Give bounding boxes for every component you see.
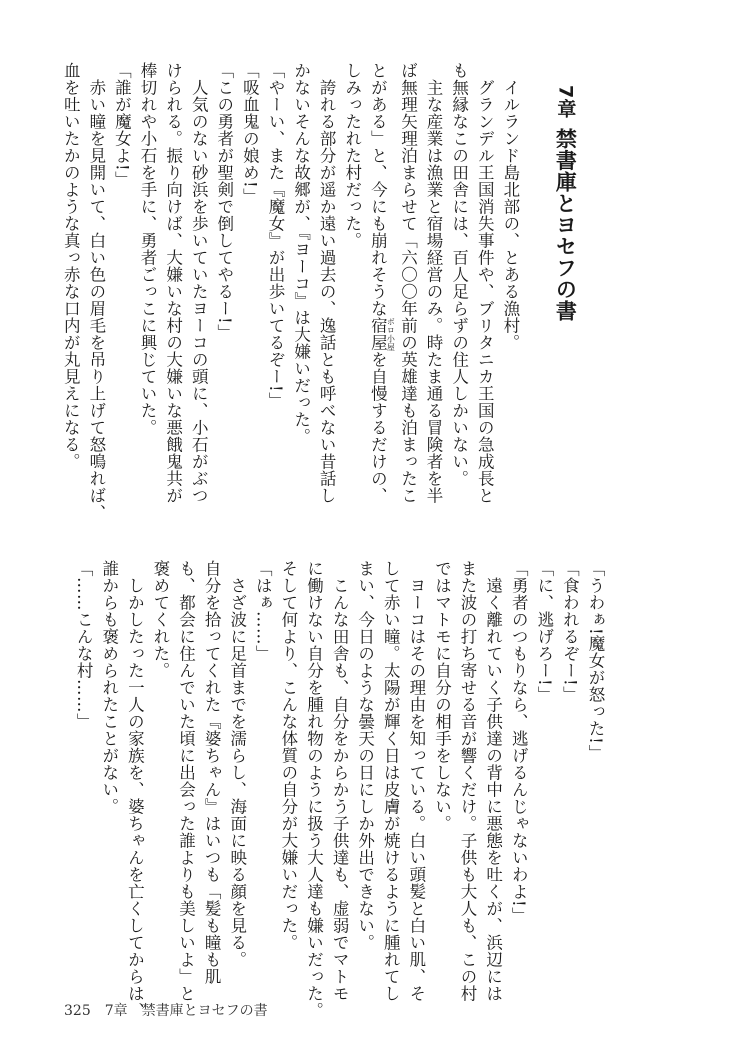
text-line: まい、今日のような曇天の日にしか外出できない。 — [355, 560, 375, 951]
text-line: ヨーコはその理由を知っている。白い頭髪と白い肌、そ — [406, 576, 426, 1002]
text-line: グランデル王国消失事件や、ブリタニカ王国の急成長と — [475, 78, 495, 504]
chapter-number: 7章 — [554, 84, 577, 119]
text-line: 「誰が魔女よ!」 — [112, 62, 132, 189]
text-line: ではマトモに自分の相手をしない。 — [432, 560, 452, 832]
text-line: 遠く離れていく子供達の背中に悪態を吐くが、浜辺には — [483, 576, 503, 1002]
text-line: 「うわぁ!魔女が怒った!」 — [586, 560, 605, 762]
text-line: に働けない自分を腫れ物のように扱う大人達も嫌いだった。 — [304, 560, 324, 1019]
text-line: かないそんな故郷が、『ヨーコ』は大嫌いだった。 — [291, 62, 311, 445]
text-line: 誰からも褒められたことがない。 — [99, 560, 119, 815]
page-footer — [64, 1000, 268, 1020]
running-head: 7章 禁書庫とヨセフの書 — [104, 1003, 268, 1019]
page-number: 325 — [64, 1003, 91, 1019]
chapter-title: 禁書庫とヨセフの書 — [553, 128, 578, 322]
text-line: 誇れる部分が遥か遠い過去の、逸話とも呼べない昔話し — [317, 78, 337, 504]
text-line: 自分を拾ってくれた『婆ちゃん』はいつも「髪も瞳も肌 — [202, 560, 222, 985]
ruby-annotation: 宿屋 ボロ小屋 — [368, 317, 396, 351]
text-line: とがある」と、今にも崩れそうな宿屋 ボロ小屋を自慢するだけの、 — [368, 62, 396, 504]
text-line: して赤い瞳。太陽が輝く日は皮膚が焼けるように腫れてし — [381, 560, 401, 1002]
text-line: こんな田舎も、自分をからかう子供達も、虚弱でマトモ — [330, 576, 350, 1002]
text-line: 「この勇者が聖剣で倒してやるー!」 — [214, 62, 234, 342]
text-line: 「はぁ……」 — [253, 560, 273, 662]
text-line: も、都会に住んでいた頃に出会った誰よりも美しいよ」と — [176, 560, 196, 1002]
text-line: 「勇者のつもりなら、逃げるんじゃないわよ!」 — [509, 560, 529, 925]
text-line: 「……こんな村……」 — [74, 560, 94, 730]
upper-text-block — [58, 62, 608, 521]
text-line: も無縁なこの田舎には、百人足らずの住人しかいない。 — [449, 62, 469, 487]
text-line: さざ波に足首までを濡らし、海面に映る顔を見る。 — [227, 576, 247, 968]
text-line: しかしたった一人の家族を、婆ちゃんを亡くしてからは、 — [125, 576, 145, 1019]
text-line: イルランド島北部の、とある漁村。 — [500, 78, 520, 351]
text-line: ば無理矢理泊まらせて「六〇〇年前の英雄達も泊まったこ — [398, 62, 418, 504]
chapter-heading — [553, 85, 577, 322]
text-line: そして何より、こんな体質の自分が大嫌いだった。 — [278, 560, 298, 951]
text-line: けられる。振り向けば、大嫌いな村の大嫌いな悪餓鬼共が — [163, 62, 183, 504]
text-line: 「やーい、また『魔女』が出歩いてるぞー!」 — [265, 62, 285, 410]
text-line: 人気のない砂浜を歩いていたヨーコの頭に、小石がぶつ — [189, 78, 209, 504]
text-line: 主な産業は漁業と宿場経営のみ。時たま通る冒険者を半 — [424, 78, 444, 504]
text-line: 「に、逃げろー!」 — [534, 560, 554, 704]
text-line: 赤い瞳を見開いて、白い色の眉毛を吊り上げて怒鳴れば、 — [86, 78, 106, 521]
text-line: 「食われるぞー!」 — [560, 560, 580, 704]
text-line: 褒めてくれた。 — [150, 560, 170, 679]
text-line: 「吸血鬼の娘め!」 — [240, 62, 260, 206]
text-line: しみったれた村だった。 — [342, 62, 362, 249]
text-line: 血を吐いたかのような真っ赤な口内が丸見えになる。 — [61, 62, 81, 470]
text-line: また波の打ち寄せる音が響くだけ。子供も大人も、この村 — [458, 560, 478, 1002]
text-line: 棒切れや小石を手に、勇者ごっこに興じていた。 — [138, 62, 157, 436]
